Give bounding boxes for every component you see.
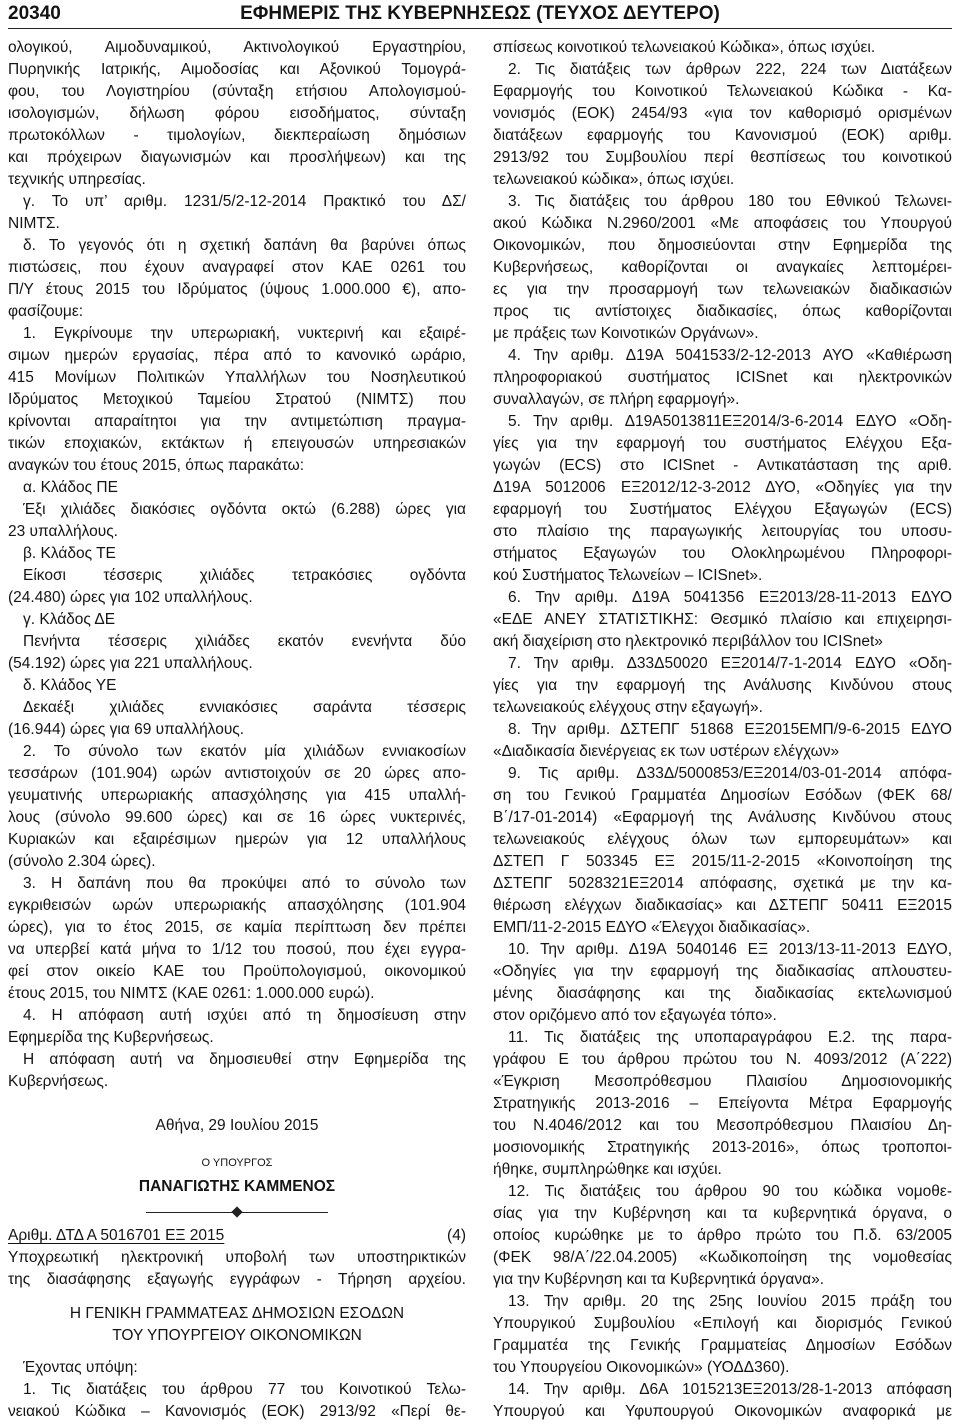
line-text: 6. Την αριθμ. Δ19Α 5041356 ΕΞ2013/28-11-2013 ΕΔΥΟ bbox=[508, 589, 952, 606]
line-text: Κυριακών και εξαιρέσιμων ημερών για 12 υπαλλήλους bbox=[8, 831, 466, 848]
line-text: γωγών (ECS) στο ICISnet - Αντικατάσταση της αριθ. bbox=[493, 457, 952, 474]
line-text: 9. Τις αριθμ. Δ33Δ/5000853/ΕΞ2014/03-01-2014 απόφα- bbox=[508, 765, 952, 782]
line-text: με πράξεις των Κοινοτικών Οργάνων». bbox=[493, 325, 759, 342]
preamble-paragraph bbox=[493, 1291, 952, 1379]
line-text: (54.192) ώρες για 221 υπαλλήλους. bbox=[8, 655, 253, 672]
text-line bbox=[8, 1071, 466, 1093]
decision-paragraph bbox=[8, 1049, 466, 1093]
line-text: φασίζουμε: bbox=[8, 303, 84, 320]
text-line bbox=[493, 257, 952, 279]
header-rule bbox=[8, 28, 952, 29]
preamble-paragraph bbox=[493, 59, 952, 191]
line-text: 8. Την αριθμ. ΔΣΤΕΠΓ 51868 ΕΞ2015ΕΜΠ/9-6-2015 ΕΔΥΟ bbox=[508, 721, 952, 738]
text-line bbox=[493, 565, 952, 587]
text-line bbox=[493, 1203, 952, 1225]
line-text: Κυβερνήσεως, καθορίζονται οι αναγκαίες λεπτομέρει- bbox=[493, 259, 952, 276]
decision-paragraph bbox=[8, 609, 466, 631]
line-text: 3. Τις διατάξεις του άρθρου 180 του Εθνικού Τελωνει- bbox=[508, 193, 952, 210]
text-line bbox=[493, 1071, 952, 1093]
text-line bbox=[8, 345, 466, 367]
line-text: Είκοσι τέσσερις χιλιάδες τετρακόσιες ογδόντα bbox=[23, 567, 466, 584]
line-text: κρίνονται απαραίτητοι για την αντιμετώπιση πραγμα- bbox=[8, 413, 466, 430]
text-line bbox=[8, 235, 466, 257]
line-text: 23 υπαλλήλους. bbox=[8, 523, 118, 540]
diamond-icon bbox=[231, 1206, 242, 1217]
text-line bbox=[8, 1049, 466, 1071]
preamble-continuation bbox=[493, 37, 952, 1423]
text-line bbox=[8, 191, 466, 213]
line-text: κού Συστήματος Τελωνείων – ICISnet». bbox=[493, 567, 763, 584]
text-line bbox=[8, 543, 466, 565]
line-text: Εφαρμογής του Κοινοτικού Τελωνειακού Κώδικα - Κα- bbox=[493, 83, 952, 100]
text-line bbox=[493, 1027, 952, 1049]
line-text: σίας για την Κυβέρνηση και τα κυβερνητικά όργανα, ο bbox=[493, 1205, 952, 1222]
line-text: στήματος Εξαγωγών του Ολοκληρωμένου Πληροφορι- bbox=[493, 545, 952, 562]
line-text: ισολογισμών, δήλωση φόρου εισοδήματος, σύνταξη bbox=[8, 105, 466, 122]
text-line bbox=[493, 851, 952, 873]
line-text: δ. Το γεγονός ότι η σχετική δαπάνη θα βαρύνει όπως bbox=[23, 237, 466, 254]
text-line bbox=[493, 169, 952, 191]
line-text: γ. Το υπ’ αριθμ. 1231/5/2-12-2014 Πρακτικό του ΔΣ/ bbox=[23, 193, 466, 210]
preamble-paragraph bbox=[493, 191, 952, 345]
line-text: «Διαδικασία διενέργειας εκ των υστέρων ελέγχων» bbox=[493, 743, 840, 760]
text-line bbox=[8, 433, 466, 455]
decision-paragraph bbox=[8, 543, 466, 565]
preamble-paragraph bbox=[493, 1379, 952, 1423]
text-line bbox=[8, 565, 466, 587]
preamble-paragraph bbox=[493, 411, 952, 587]
text-line bbox=[493, 499, 952, 521]
line-text: σπίσεως κοινοτικού τελωνειακού Κώδικα», όπως ισχύει. bbox=[493, 39, 876, 56]
text-line bbox=[493, 1247, 952, 1269]
line-text: γ. Κλάδος ΔΕ bbox=[23, 611, 116, 628]
text-line bbox=[8, 367, 466, 389]
text-line bbox=[493, 1269, 952, 1291]
preamble-heading-text: Έχοντας υπόψη: bbox=[23, 1359, 138, 1376]
text-line bbox=[493, 1181, 952, 1203]
text-line bbox=[8, 653, 466, 675]
line-text: ΕΜΠ/11-2-2015 ΕΔΥΟ «Έλεγχοι διαδικασίας». bbox=[493, 919, 811, 936]
line-text: οποίος κυρώθηκε με το άρθρο πρώτο του Π.δ. 63/2005 bbox=[493, 1227, 952, 1244]
text-line bbox=[493, 1115, 952, 1137]
text-line bbox=[8, 1269, 466, 1291]
text-line bbox=[8, 719, 466, 741]
text-line bbox=[493, 411, 952, 433]
line-text: τελωνειακούς ελέγχους όλων των εμπορευμάτων» και bbox=[493, 831, 952, 848]
line-text: τελωνειακούς ελέγχους στην εξαγωγή». bbox=[493, 699, 763, 716]
decision-paragraph bbox=[8, 477, 466, 499]
line-text: «Οδηγίες για την εφαρμογή της διαδικασίας απλουστευ- bbox=[493, 963, 952, 980]
preamble-paragraph bbox=[493, 719, 952, 763]
text-line bbox=[493, 191, 952, 213]
text-line bbox=[493, 323, 952, 345]
preamble-paragraph bbox=[493, 939, 952, 1027]
line-text: συναλλαγών, σε πλήρη εφαρμογή». bbox=[493, 391, 740, 408]
decision-paragraph bbox=[8, 1005, 466, 1049]
text-line bbox=[493, 103, 952, 125]
text-line bbox=[493, 59, 952, 81]
right-column bbox=[493, 37, 952, 1423]
text-line bbox=[8, 697, 466, 719]
line-text: ώρες), για το έτος 2015, σε καμία περίπτωση δεν πρέπει bbox=[8, 919, 466, 936]
line-text: φεί στον οικείο ΚΑΕ του Προϋπολογισμού, οικονομικού bbox=[8, 963, 466, 980]
text-line bbox=[8, 1401, 466, 1423]
text-line bbox=[8, 807, 466, 829]
decision-paragraph bbox=[8, 323, 466, 477]
text-line bbox=[493, 675, 952, 697]
text-line bbox=[493, 433, 952, 455]
line-text: Πυρηνικής Ιατρικής, Αιμοδοσίας και Αξονικού Τομογρά- bbox=[8, 61, 466, 78]
line-text: Στρατηγικής 2013-2016 – Επείγοντα Μέτρα Εφαρμογής bbox=[493, 1095, 952, 1112]
preamble-paragraph bbox=[493, 37, 952, 59]
line-text: γίες για την εφαρμογή του συστήματος Ελέγχου Εξα- bbox=[493, 435, 952, 452]
issuer-text bbox=[8, 1303, 466, 1347]
decision-subject bbox=[8, 1247, 466, 1291]
text-line bbox=[493, 741, 952, 763]
line-text: και πρόχειρων διαγωνισμών και προσλήψεων) και της bbox=[8, 149, 466, 166]
line-text: (16.944) ώρες για 69 υπαλλήλους. bbox=[8, 721, 245, 738]
line-text: β. Κλάδος ΤΕ bbox=[23, 545, 116, 562]
text-line bbox=[493, 1291, 952, 1313]
line-text: στο πλαίσιο της παραγωγικής λειτουργίας του υποσυ- bbox=[493, 523, 952, 540]
line-text: μένης διασάφησης και της διαδικασίας εκτελωνισμού bbox=[493, 985, 952, 1002]
gazette-title: ΕΦΗΜΕΡΙΣ ΤΗΣ ΚΥΒΕΡΝΗΣΕΩΣ (ΤΕΥΧΟΣ ΔΕΥΤΕΡΟ) bbox=[240, 3, 720, 24]
line-text: σιμων ημερών εργασίας, πέρα από το κανονικό ωράριο, bbox=[8, 347, 466, 364]
text-line bbox=[493, 1357, 952, 1379]
text-line bbox=[493, 81, 952, 103]
line-text: του Ν.4046/2012 και του Μεσοπρόθεσμου Πλαισίου Δη- bbox=[493, 1117, 952, 1134]
line-text: «ΕΔΕ ΑΝΕΥ ΣΤΑΤΙΣΤΙΚΗΣ: Θεσμικό πλαίσιο και επιχειρησι- bbox=[493, 611, 952, 628]
line-text: εγκριθεισών ωρών υπερωριακής απασχόλησης (101.904 bbox=[8, 897, 466, 914]
line-text: δ. Κλάδος ΥΕ bbox=[23, 677, 117, 694]
decision-paragraph bbox=[8, 565, 466, 609]
decision-paragraph bbox=[8, 675, 466, 697]
line-text: 2. Το σύνολο των εκατόν μία χιλιάδων εννιακοσίων bbox=[23, 743, 466, 760]
line-text: (24.480) ώρες για 102 υπαλλήλους. bbox=[8, 589, 253, 606]
text-line bbox=[493, 983, 952, 1005]
line-text: Δεκαέξι χιλιάδες εννιακόσιες σαράντα τέσσερις bbox=[23, 699, 466, 716]
text-line bbox=[493, 345, 952, 367]
decision-number-row bbox=[8, 1225, 466, 1247]
line-text: Υπουργού και Υφυπουργού Οικονομικών αναφορικά με bbox=[493, 1403, 952, 1420]
line-text: ση του Γενικού Γραμματέα Δημοσίων Εσόδων (ΦΕΚ 68/ bbox=[493, 787, 952, 804]
line-text: (σύνολο 2.304 ώρες). bbox=[8, 853, 156, 870]
preamble-heading bbox=[8, 1357, 466, 1379]
preamble-paragraph bbox=[8, 1379, 466, 1423]
line-text: ΔΣΤΕΠΓ 5028321ΕΞ2014 απόφασης, σχετικά με την κα- bbox=[493, 875, 952, 892]
line-text: στον οριζόμενο από τον εξαγωγέα τόπο». bbox=[493, 1007, 777, 1024]
text-line bbox=[8, 1303, 466, 1325]
text-line bbox=[493, 1159, 952, 1181]
text-line bbox=[8, 961, 466, 983]
text-line bbox=[8, 785, 466, 807]
text-line bbox=[493, 1225, 952, 1247]
line-text: Γραμματέα της Γενικής Γραμματείας Δημοσίων Εσόδων bbox=[493, 1337, 952, 1354]
page-number: 20340 bbox=[8, 3, 61, 24]
line-text: Υπουργικού Συμβουλίου «Επιλογή και διορισμός Γενικού bbox=[493, 1315, 952, 1332]
text-line bbox=[8, 895, 466, 917]
text-line bbox=[493, 609, 952, 631]
issuer-heading bbox=[8, 1303, 466, 1347]
text-line bbox=[8, 1325, 466, 1347]
line-text: διατάξεων εφαρμογής του Κανονισμού (ΕΟΚ) αριθμ. bbox=[493, 127, 952, 144]
decision-paragraph bbox=[8, 191, 466, 235]
text-line bbox=[493, 807, 952, 829]
preamble-paragraph bbox=[493, 653, 952, 719]
text-line bbox=[8, 103, 466, 125]
line-text: φου, του Λογιστηρίου (σύνταξη ετήσιου Απολογισμού- bbox=[8, 83, 466, 100]
text-line bbox=[8, 455, 466, 477]
text-line bbox=[493, 1335, 952, 1357]
text-line bbox=[8, 587, 466, 609]
line-text: ΔΣΤΕΠ Γ 503345 ΕΞ 2015/11-2-2015 «Κοινοποίηση της bbox=[493, 853, 952, 870]
text-line bbox=[8, 939, 466, 961]
line-text: 4. Την αριθμ. Δ19Α 5041533/2-12-2013 ΑΥΟ «Καθιέρωση bbox=[508, 347, 952, 364]
decision-paragraph bbox=[8, 37, 466, 191]
line-text: 11. Τις διατάξεις της υποπαραγράφου Ε.2. της παρα- bbox=[508, 1029, 952, 1046]
signatory-title: Ο ΥΠΟΥΡΓΟΣ bbox=[201, 1157, 273, 1169]
text-line bbox=[493, 1137, 952, 1159]
text-line bbox=[8, 81, 466, 103]
text-line bbox=[493, 301, 952, 323]
line-text: 1. Εγκρίνουμε την υπερωριακή, νυκτερινή και εξαιρέ- bbox=[23, 325, 466, 342]
text-line bbox=[8, 37, 466, 59]
text-line bbox=[8, 301, 466, 323]
line-text: ολογικού, Αιμοδυναμικού, Ακτινολογικού Εργαστηρίου, bbox=[8, 39, 466, 56]
subject-text bbox=[8, 1247, 466, 1291]
line-text: 4. Η απόφαση αυτή ισχύει από τη δημοσίευση στην bbox=[23, 1007, 466, 1024]
decision-paragraph bbox=[8, 697, 466, 741]
text-line bbox=[493, 961, 952, 983]
line-text: «Έγκριση Μεσοπρόθεσμου Πλαισίου Δημοσιονομικής bbox=[493, 1073, 952, 1090]
text-line bbox=[493, 1313, 952, 1335]
text-line bbox=[8, 477, 466, 499]
text-line bbox=[8, 521, 466, 543]
text-line bbox=[8, 763, 466, 785]
text-line bbox=[8, 851, 466, 873]
text-line bbox=[493, 587, 952, 609]
line-text: της διασάφησης εξαγωγής εγγράφων - Τήρηση αρχείου. bbox=[8, 1271, 466, 1288]
text-line bbox=[493, 455, 952, 477]
line-text: 10. Την αριθμ. Δ19Α 5040146 ΕΞ 2013/13-11-2013 ΕΔΥΟ, bbox=[508, 941, 952, 958]
line-text: νονισμός (ΕΟΚ) 2454/93 «για τον καθορισμό ορισμένων bbox=[493, 105, 952, 122]
text-line bbox=[493, 895, 952, 917]
text-line bbox=[8, 499, 466, 521]
line-text: να υπερβεί κατά μήνα το 1/12 του ποσού, που έχει εγγρα- bbox=[8, 941, 466, 958]
line-text: 13. Την αριθμ. 20 της 25ης Ιουνίου 2015 πράξη του bbox=[508, 1293, 952, 1310]
line-text: έτους 2015, του ΝΙΜΤΣ (ΚΑΕ 0261: 1.000.000 ευρώ). bbox=[8, 985, 375, 1002]
line-text: Δ19Α 5012006 ΕΞ2012/12-3-2012 ΔΥΟ, «Οδηγίες για την bbox=[493, 479, 952, 496]
line-text: ακή διαχείριση στο ηλεκτρονικό περιβάλλον του ICISnet» bbox=[493, 633, 883, 650]
text-line bbox=[8, 125, 466, 147]
line-text: α. Κλάδος ΠΕ bbox=[23, 479, 118, 496]
line-text: Η απόφαση αυτή να δημοσιευθεί στην Εφημερίδα της bbox=[23, 1051, 466, 1068]
line-text: θιέρωση ελέγχων διαδικασίας» και ΔΣΤΕΠΓ 50411 ΕΞ2015 bbox=[493, 897, 952, 914]
text-line bbox=[8, 675, 466, 697]
line-text: μοσιονομικής Στρατηγικής 2013-2016», όπως τροποποι- bbox=[493, 1139, 952, 1156]
line-text: Π/Υ έτους 2015 του Ιδρύματος (ύψους 1.000.000 €), απο- bbox=[8, 281, 466, 298]
section-separator bbox=[8, 1201, 466, 1223]
decision-paragraph bbox=[8, 741, 466, 873]
line-text: για την Κυβέρνηση και τα Κυβερνητικά όργανα». bbox=[493, 1271, 825, 1288]
text-line bbox=[493, 279, 952, 301]
text-line bbox=[8, 983, 466, 1005]
line-text: αναγκών του έτους 2015, όπως παρακάτω: bbox=[8, 457, 305, 474]
line-text: πιστώσεις, που έχουν αναγραφεί στον ΚΑΕ 0261 του bbox=[8, 259, 466, 276]
text-line bbox=[493, 125, 952, 147]
line-text: Υποχρεωτική ηλεκτρονική υποβολή των υποστηρικτικών bbox=[8, 1249, 466, 1266]
text-line bbox=[8, 1005, 466, 1027]
preamble-body bbox=[8, 1379, 466, 1423]
line-text: Εφημερίδα της Κυβερνήσεως. bbox=[8, 1029, 214, 1046]
line-text: Β΄/17-01-2014) «Εφαρμογή της Ανάλυσης Κινδύνου στους bbox=[493, 809, 952, 826]
text-line bbox=[493, 653, 952, 675]
text-line bbox=[493, 785, 952, 807]
line-text: πρωτοκόλλων - τιμολογίων, διεκπεραίωση δημόσιων bbox=[8, 127, 466, 144]
text-line bbox=[493, 1049, 952, 1071]
line-text: πληροφοριακού συστήματος ICISnet και ηλεκτρονικών bbox=[493, 369, 952, 386]
text-line bbox=[8, 1027, 466, 1049]
line-text: Έξι χιλιάδες διακόσιες ογδόντα οκτώ (6.288) ώρες για bbox=[23, 501, 466, 518]
text-line bbox=[493, 1379, 952, 1401]
line-text: εφαρμογή του Συστήματος Ελέγχου Εξαγωγών (ECS) bbox=[493, 501, 952, 518]
preamble-paragraph bbox=[493, 1027, 952, 1181]
text-line bbox=[493, 873, 952, 895]
text-line bbox=[493, 147, 952, 169]
preamble-paragraph bbox=[493, 587, 952, 653]
line-text: 2. Τις διατάξεις των άρθρων 222, 224 των Διατάξεων bbox=[508, 61, 952, 78]
line-text: 7. Την αριθμ. Δ33Δ50020 ΕΞ2014/7-1-2014 ΕΔΥΟ «Οδη- bbox=[508, 655, 952, 672]
preamble-paragraph bbox=[493, 763, 952, 939]
line-text: γευματινής υπερωριακής απασχόλησης για 415 υπαλλή- bbox=[8, 787, 466, 804]
line-text: νειακού Κώδικα – Κανονισμός (ΕΟΚ) 2913/92 «Περί θε- bbox=[8, 1403, 466, 1420]
decision-body bbox=[8, 37, 466, 1093]
text-line bbox=[493, 235, 952, 257]
text-line bbox=[493, 1005, 952, 1027]
text-line bbox=[493, 389, 952, 411]
text-line bbox=[8, 213, 466, 235]
text-line bbox=[8, 609, 466, 631]
line-text: 12. Τις διατάξεις του άρθρου 90 του κώδικα νομοθε- bbox=[508, 1183, 952, 1200]
text-line bbox=[493, 477, 952, 499]
line-text: ΤΟΥ ΥΠΟΥΡΓΕΙΟΥ ΟΙΚΟΝΟΜΙΚΩΝ bbox=[112, 1327, 362, 1344]
preamble-paragraph bbox=[493, 345, 952, 411]
text-line bbox=[8, 411, 466, 433]
text-line bbox=[8, 323, 466, 345]
text-line bbox=[493, 213, 952, 235]
line-text: γράφου Ε του άρθρου πρώτου του Ν. 4093/2012 (Α΄222) bbox=[493, 1051, 952, 1068]
text-line bbox=[8, 917, 466, 939]
text-line bbox=[8, 257, 466, 279]
text-line bbox=[8, 169, 466, 191]
left-column bbox=[8, 37, 466, 1423]
line-text: 2913/92 του Συμβουλίου περί θεσπίσεως του κοινοτικού bbox=[493, 149, 952, 166]
text-line bbox=[8, 389, 466, 411]
decision-paragraph bbox=[8, 499, 466, 543]
text-line bbox=[8, 631, 466, 653]
preamble-paragraph bbox=[493, 1181, 952, 1291]
line-text: Κυβερνήσεως. bbox=[8, 1073, 109, 1090]
line-text: 5. Την αριθμ. Δ19Α5013811ΕΞ2014/3-6-2014 ΕΔΥΟ «Οδη- bbox=[508, 413, 952, 430]
text-line bbox=[8, 279, 466, 301]
text-line bbox=[493, 939, 952, 961]
text-line bbox=[493, 1401, 952, 1423]
line-text: λους (σύνολο 99.600 ώρες) και σε 16 ώρες νυκτερινές, bbox=[8, 809, 466, 826]
line-text: ήθηκε, συμπληρώθηκε και ισχύει. bbox=[493, 1161, 722, 1178]
place-date bbox=[8, 1115, 466, 1137]
text-line bbox=[8, 59, 466, 81]
decision-index: (4) bbox=[447, 1227, 466, 1244]
text-line bbox=[493, 829, 952, 851]
text-line bbox=[493, 1093, 952, 1115]
line-text: Πενήντα τέσσερις χιλιάδες εκατόν ενενήντα δύο bbox=[23, 633, 466, 650]
decision-paragraph bbox=[8, 631, 466, 675]
text-line bbox=[8, 147, 466, 169]
text-line bbox=[493, 763, 952, 785]
line-text: τεχνικής υπηρεσίας. bbox=[8, 171, 146, 188]
text-line bbox=[8, 741, 466, 763]
line-text: 3. Η δαπάνη που θα προκύψει από το σύνολο των bbox=[23, 875, 466, 892]
text-line bbox=[493, 521, 952, 543]
text-line bbox=[8, 829, 466, 851]
text-line bbox=[8, 1379, 466, 1401]
text-line bbox=[493, 697, 952, 719]
line-text: γίες για την εφαρμογή της Ανάλυσης Κινδύνου στους bbox=[493, 677, 952, 694]
signatory-name: ΠΑΝΑΓΙΩΤΗΣ ΚΑΜΜΕΝΟΣ bbox=[138, 1178, 336, 1195]
line-text: 14. Την αριθμ. Δ6Α 1015213ΕΞ2013/28-1-2013 απόφαση bbox=[508, 1381, 952, 1398]
text-line bbox=[493, 37, 952, 59]
line-text: ΝΙΜΤΣ. bbox=[8, 215, 60, 232]
place-date-text: Αθήνα, 29 Ιουλίου 2015 bbox=[155, 1117, 319, 1134]
text-line bbox=[493, 917, 952, 939]
text-line bbox=[8, 873, 466, 895]
text-line bbox=[493, 631, 952, 653]
line-text: τεσσάρων (101.904) ωρών αντιστοιχούν σε 20 ώρες απο- bbox=[8, 765, 466, 782]
line-text: Η ΓΕΝΙΚΗ ΓΡΑΜΜΑΤΕΑΣ ΔΗΜΟΣΙΩΝ ΕΣΟΔΩΝ bbox=[69, 1305, 405, 1322]
decision-paragraph bbox=[8, 235, 466, 323]
line-text: 415 Μονίμων Πολιτικών Υπαλλήλων του Νοσηλευτικού bbox=[8, 369, 466, 386]
line-text: Οικονομικών, που δημοσιεύονται στην Εφημερίδα της bbox=[493, 237, 952, 254]
line-text: ακού Κώδικα Ν.2960/2001 «Με αποφάσεις του Υπουργού bbox=[493, 215, 952, 232]
text-line bbox=[493, 543, 952, 565]
line-text: Ιδρύματος Μετοχικού Ταμείου Στρατού (ΝΙΜΤΣ) που bbox=[8, 391, 466, 408]
line-text: του Υπουργείου Οικονομικών» (ΥΟΔΔ360). bbox=[493, 1359, 790, 1376]
text-line bbox=[493, 719, 952, 741]
decision-number: Αριθμ. ΔΤΔ Α 5016701 ΕΞ 2015 bbox=[8, 1227, 225, 1244]
line-text: (ΦΕΚ 98/Α΄/22.04.2005) «Κωδικοποίηση της νομοθεσίας bbox=[493, 1249, 952, 1266]
text-line bbox=[8, 1247, 466, 1269]
line-text: τικών εποχιακών, εκτάκτων ή επειγουσών υπηρεσιακών bbox=[8, 435, 466, 452]
decision-paragraph bbox=[8, 873, 466, 1005]
line-text: 1. Τις διατάξεις του άρθρου 77 του Κοινοτικού Τελω- bbox=[23, 1381, 466, 1398]
line-text: τελωνειακού κώδικα», όπως ισχύει. bbox=[493, 171, 735, 188]
text-line bbox=[493, 367, 952, 389]
line-text: προς τις αντίστοιχες διαδικασίες, όπως καθορίζονται bbox=[493, 303, 952, 320]
line-text: ες για την προσαρμογή των τελωνειακών διαδικασιών bbox=[493, 281, 952, 298]
